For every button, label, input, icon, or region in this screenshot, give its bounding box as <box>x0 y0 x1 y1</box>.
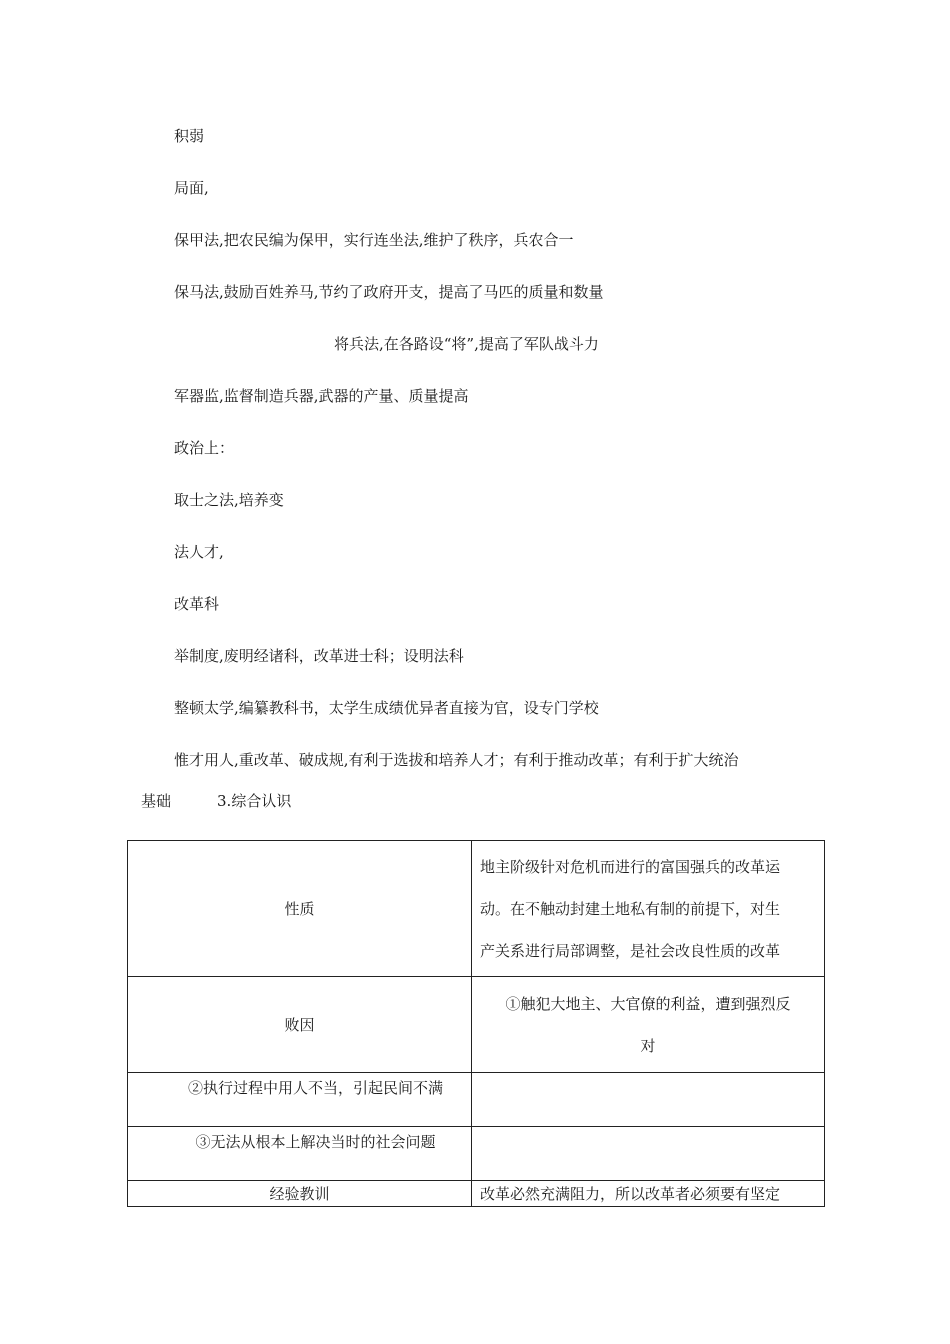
text-line: 改革科 <box>174 595 220 613</box>
text-line: 军器监,监督制造兵器,武器的产量、质量提高 <box>174 387 469 405</box>
basis-prefix: 基础 <box>141 792 172 810</box>
text-line: 将兵法,在各路设“将”,提高了军队战斗力 <box>334 335 599 353</box>
failure-value-line: ①触犯大地主、大官僚的利益，遭到强烈反 <box>505 994 791 1013</box>
failure-value-line: 对 <box>640 1036 656 1055</box>
text-line: 积弱 <box>174 127 205 145</box>
text-line: 惟才用人,重改革、破成规,有利于选拔和培养人才；有利于推动改革；有利于扩大统治 <box>174 751 739 769</box>
nature-value-line: 动。在不触动封建土地私有制的前提下，对生 <box>480 899 781 918</box>
lesson-value <box>472 1181 825 1207</box>
table-row <box>128 1181 825 1207</box>
text-line: 法人才, <box>174 543 224 561</box>
lesson-label: 经验教训 <box>128 1181 472 1207</box>
text-line: 保马法,鼓励百姓养马,节约了政府开支，提高了马匹的质量和数量 <box>174 283 604 301</box>
table-row <box>128 1073 825 1127</box>
failure-reason-2-text: ②执行过程中用人不当，引起民间不满 <box>187 1079 443 1097</box>
nature-label: 性质 <box>128 841 472 977</box>
text-line: 政治上： <box>174 439 235 457</box>
empty-cell <box>472 1127 825 1181</box>
text-line: 保甲法,把农民编为保甲，实行连坐法,维护了秩序，兵农合一 <box>174 231 574 249</box>
summary-table <box>127 840 825 1207</box>
text-line: 取士之法,培养变 <box>174 491 284 509</box>
table-row <box>128 977 825 1073</box>
table-row <box>128 1127 825 1181</box>
failure-reason-3-text: ③无法从根本上解决当时的社会问题 <box>195 1133 436 1151</box>
nature-value <box>472 841 825 977</box>
failure-reason-3 <box>128 1127 472 1181</box>
section-heading: 3.综合认识 <box>217 792 292 810</box>
nature-value-line: 产关系进行局部调整，是社会改良性质的改革 <box>480 941 781 960</box>
text-line: 整顿太学,编纂教科书，太学生成绩优异者直接为官，设专门学校 <box>174 699 599 717</box>
text-line: 举制度,废明经诸科，改革进士科；设明法科 <box>174 647 464 665</box>
table-row <box>128 841 825 977</box>
failure-label: 败因 <box>128 977 472 1073</box>
empty-cell <box>472 1073 825 1127</box>
basis-line <box>141 791 291 811</box>
failure-reason-2 <box>128 1073 472 1127</box>
lesson-value-text: 改革必然充满阻力，所以改革者必须要有坚定 <box>480 1184 781 1203</box>
nature-value-line: 地主阶级针对危机而进行的富国强兵的改革运 <box>480 857 781 876</box>
text-line: 局面, <box>174 179 209 197</box>
failure-value <box>472 977 825 1073</box>
